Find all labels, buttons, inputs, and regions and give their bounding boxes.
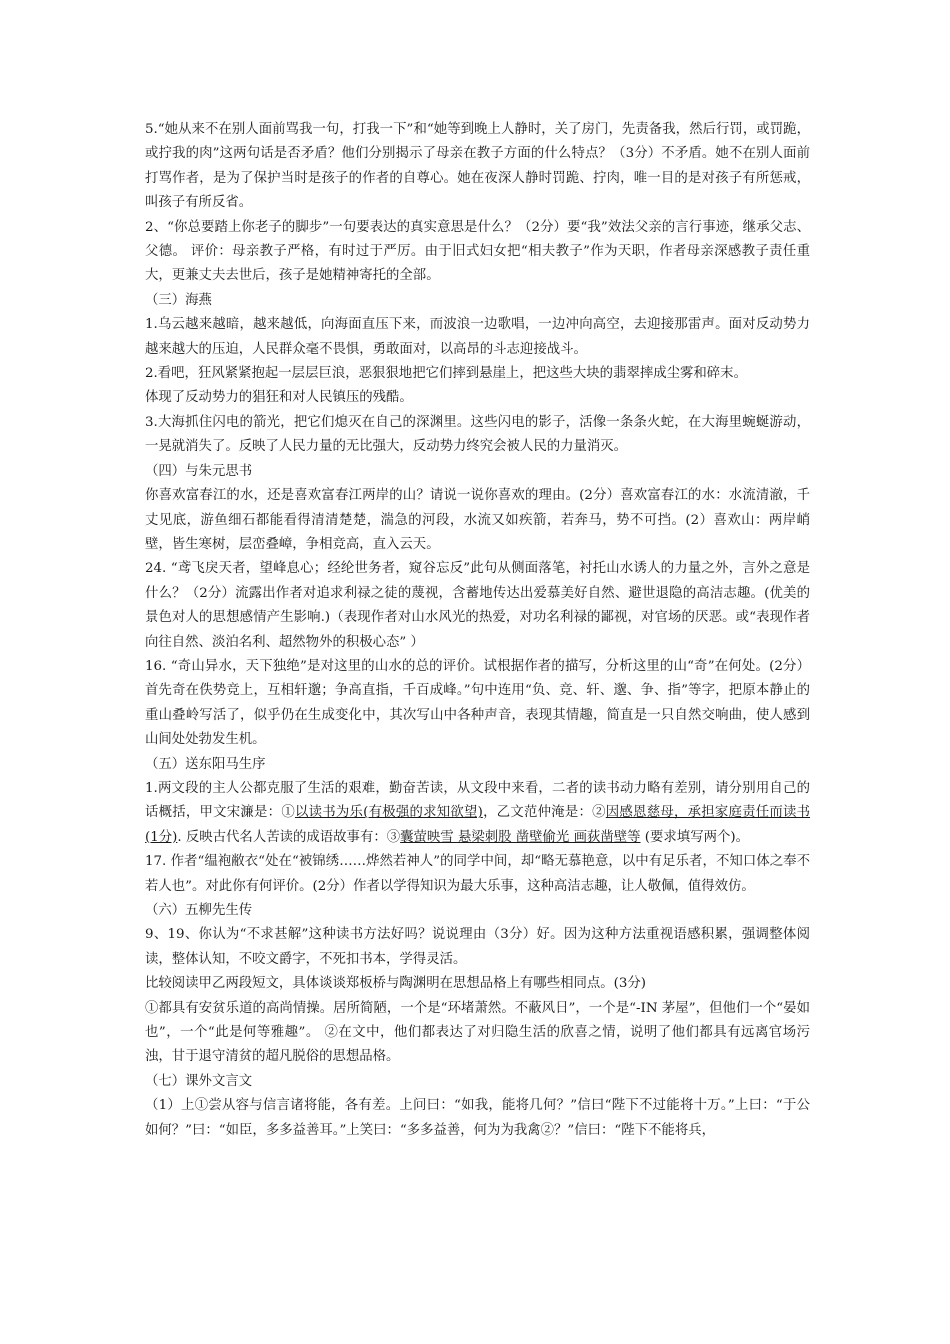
answer-paragraph: 9、19、你认为“不求甚解”这种读书方法好吗？说说理由（3分）好。因为这种方法重视语感积累，强调整体阅读，整体认知，不咬文爵字，不死扣书本，学得灵活。	[145, 927, 810, 967]
answer-paragraph: 2.看吧，狂风紧紧抱起一层层巨浪，恶狠狠地把它们摔到悬崖上，把这些大块的翡翠摔成尘雾和碎末。	[145, 366, 747, 382]
answer-paragraph: 16. “奇山异水，天下独绝”是对这里的山水的总的评价。试根据作者的描写，分析这里的山“奇”在何处。(2分）首先奇在佚势竞上，互相轩邈；争高直指，千百成峰。”句中连用“负、竞、轩、邈、争、指”等字，把原本静止的重山叠岭写活了，似乎仍在生成变化中，其次写山中各种声音，表现其情趣，简直是一只自然交响曲，使人感到山间处处勃发生机。	[145, 658, 810, 748]
document-page	[145, 118, 810, 1143]
answer-paragraph: 比较阅读甲乙两段短文，具体谈谈郑板桥与陶渊明在思想品格上有哪些相同点。(3分)	[145, 976, 647, 992]
answer-paragraph: 24. “鸢飞戾天者，望峰息心；经纶世务者，窥谷忘反”此句从侧面落笔，衬托山水诱人的力量之外，言外之意是什么？（2分）流露出作者对追求利禄之徒的蔑视，含蓄地传达出爱慕美好自然、避世退隐的高洁志趣。(优美的景色对人的思想感情产生影响.)（表现作者对山水风光的热爱，对功名利禄的鄙视，对官场的厌恶。或“表现作者向往自然、淡泊名利、超然物外的积极心态” ）	[145, 561, 810, 650]
answer-text: (要求填写两个)。	[640, 829, 749, 845]
section-heading: （三）海燕	[145, 292, 212, 308]
section-heading: （七）课外文言文	[145, 1073, 253, 1089]
answer-paragraph: 你喜欢富春江的水，还是喜欢富春江两岸的山？请说一说你喜欢的理由。(2分）喜欢富春江的水：水流清澈，千丈见底，游鱼细石都能看得清清楚楚，湍急的河段，水流又如疾箭，若奔马，势不可挡。(2）喜欢山：两岸峭壁，皆生寒树，层峦叠嶂，争相竞高，直入云天。	[145, 488, 810, 552]
underlined-answer: 囊萤映雪 悬梁刺股 凿壁偷光 画荻凿壁等	[400, 829, 641, 845]
answer-text: 1.两文段的主人公都克服了生活的艰难，勤奋苦读，从文段中来看，二者的读书动力略有差别，请分别用自己的话概括，甲文宋濂是：①	[145, 780, 810, 821]
answer-paragraph	[145, 777, 810, 850]
underlined-answer: 以读书为乐(有极强的求知欲望)	[294, 805, 483, 821]
underlined-answer: 因感恩慈母，承担家庭责任而读书(1分)	[145, 805, 811, 845]
answer-paragraph: 5.“她从来不在别人面前骂我一句，打我一下”和“她等到晚上人静时，关了房门，先责备我，然后行罚，或罚跪，或拧我的肉”这两句话是否矛盾？他们分别揭示了母亲在教子方面的什么特点？（3分）不矛盾。她不在别人面前打骂作者，是为了保护当时是孩子的作者的自尊心。她在夜深人静时罚跪、拧肉，唯一目的是对孩子有所惩戒，叫孩子有所反省。	[145, 122, 810, 211]
answer-text: ，乙文范仲淹是：②	[482, 805, 606, 821]
answer-paragraph: 2、“你总要踏上你老子的脚步”一句要表达的真实意思是什么？（2分）要“我”效法父亲的言行事迹，继承父志、父德。 评价：母亲教子严格，有时过于严厉。由于旧式妇女把“相夫教子”作为天职，作者母亲深感教子责任重大，更兼丈夫去世后，孩子是她精神寄托的全部。	[145, 219, 810, 284]
answer-paragraph: 17. 作者“缊袍敝衣“处在“被锦绣……烨然若神人”的同学中间，却“略无慕艳意，以中有足乐者，不知口体之奉不若人也”。对此你有何评价。(2分）作者以学得知识为最大乐事，这种高洁志趣，让人敬佩，值得效仿。	[145, 854, 810, 894]
answer-paragraph: （1）上①尝从容与信言诸将能，各有差。上问曰：“如我，能将几何？”信曰“陛下不过能将十万。”上曰：“于公如何？”曰：“如臣，多多益善耳。”上笑曰：“多多益善，何为为我禽②？”信曰：“陛下不能将兵，	[145, 1098, 810, 1138]
answer-paragraph: 3.大海抓住闪电的箭光，把它们熄灭在自己的深渊里。这些闪电的影子，活像一条条火蛇，在大海里蜿蜒游动，一晃就消失了。反映了人民力量的无比强大，反动势力终究会被人民的力量消灭。	[145, 414, 810, 455]
section-heading: （五）送东阳马生序	[145, 756, 266, 772]
answer-paragraph: 1.乌云越来越暗，越来越低，向海面直压下来，而波浪一边歌唱，一边冲向高空，去迎接那雷声。面对反动势力越来越大的压迫，人民群众毫不畏惧，勇敢面对，以高昂的斗志迎接战斗。	[145, 317, 810, 357]
section-heading: （四）与朱元思书	[145, 463, 253, 479]
answer-text: . 反映古代名人苦读的成语故事有：③	[177, 829, 401, 845]
section-heading: （六）五柳先生传	[145, 903, 253, 918]
answer-paragraph: ①都具有安贫乐道的高尚情操。居所简陋，一个是“环堵萧然。不蔽风日”，一个是“-IN 茅屋”，但他们一个“晏如也”，一个“此是何等雅趣”。 ②在文中，他们都表达了对归隐生活的欣喜之情，说明了他们都具有远离官场污浊，甘于退守清贫的超凡脱俗的思想品格。	[145, 1000, 810, 1065]
answer-paragraph: 体现了反动势力的猖狂和对人民镇压的残酷。	[145, 390, 413, 406]
